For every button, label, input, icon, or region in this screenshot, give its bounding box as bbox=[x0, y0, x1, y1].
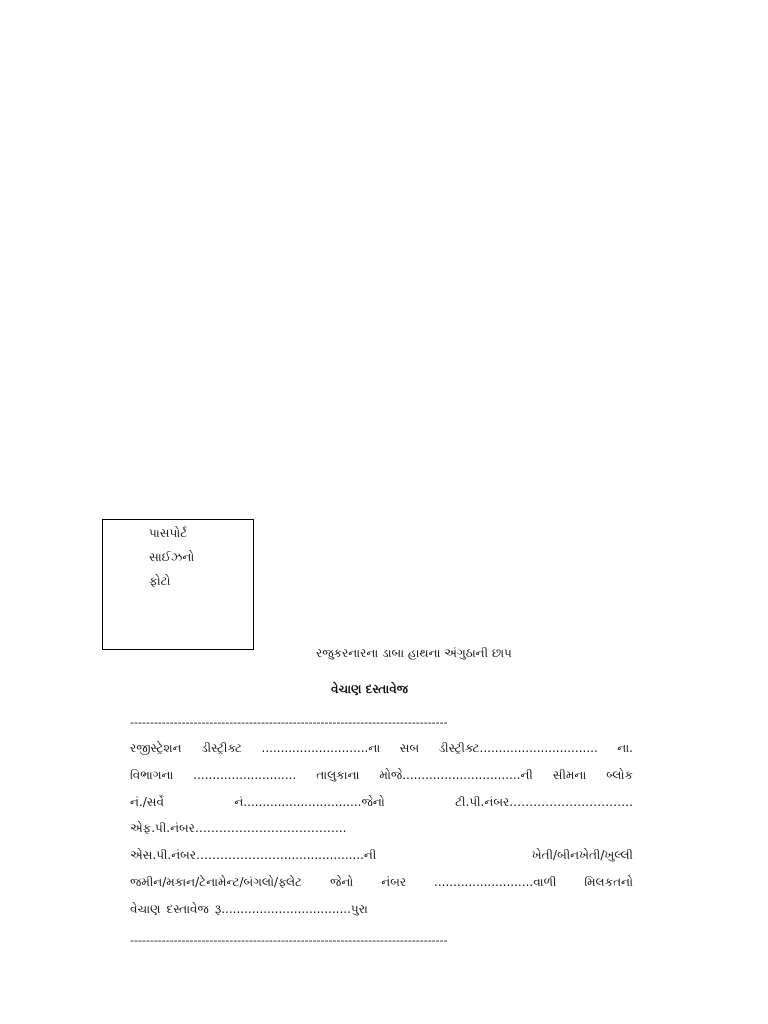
text-segment: મિલકતનો bbox=[584, 874, 633, 889]
separator-line-bottom: -------------------------------------------------------------------------------- bbox=[130, 934, 448, 947]
text-segment: જમીન/મકાન/ટેનામેન્ટ/બંગલો/ફ્લેટ bbox=[130, 874, 303, 889]
photo-label-line: પાસપોર્ટ bbox=[149, 526, 188, 540]
text-segment: રજીસ્ટ્રેશન bbox=[130, 741, 182, 755]
text-segment: નંબર bbox=[381, 874, 407, 889]
photo-box-label bbox=[149, 521, 194, 593]
photo-label-line: સાઈઝનો bbox=[149, 550, 195, 564]
paragraph-line bbox=[130, 741, 633, 768]
text-segment: વેચાણ bbox=[130, 901, 161, 916]
text-segment: ના. bbox=[617, 741, 633, 755]
text-segment: સીમના bbox=[552, 767, 587, 782]
text-segment: મોજે...............................ની bbox=[379, 767, 533, 782]
text-segment: ખેતી/બીનખેતી/ખુલ્લી bbox=[531, 848, 633, 863]
paragraph-line bbox=[130, 875, 633, 902]
text-segment: ............................ના bbox=[261, 741, 381, 755]
text-segment: બ્લોક bbox=[606, 767, 633, 782]
text-segment: એફ.પી.નંબર……………………………….. bbox=[130, 821, 347, 836]
text-segment: એસ.પી.નંબર…………………......................ની bbox=[130, 848, 377, 863]
text-segment: સબ bbox=[399, 741, 420, 755]
text-segment: વિભાગના bbox=[130, 767, 174, 782]
text-segment: નં./સર્વે bbox=[130, 794, 164, 809]
text-segment: જેનો bbox=[330, 874, 354, 889]
text-segment: ટી.પી.નંબર…………………………. bbox=[455, 794, 633, 809]
separator-line-top: -------------------------------------------------------------------------------- bbox=[130, 716, 448, 729]
document-title: વેચાણ દસ્તાવેજ bbox=[331, 682, 409, 696]
paragraph-line bbox=[130, 795, 633, 822]
paragraph-line bbox=[130, 902, 633, 929]
paragraph-line bbox=[130, 848, 633, 875]
text-segment: રૂ..................................પુરા bbox=[214, 901, 368, 916]
text-segment: તાલુકાના bbox=[316, 767, 360, 782]
text-segment: દસ્તાવેજ bbox=[166, 901, 209, 916]
text-segment: નં...............................જેનો bbox=[234, 794, 385, 809]
photo-label-line: ફોટો bbox=[149, 574, 171, 588]
paragraph-line bbox=[130, 821, 633, 848]
text-segment: ........................... bbox=[193, 767, 297, 782]
paragraph-line bbox=[130, 768, 633, 795]
text-segment: ડીસ્ટ્રીક્ટ............................... bbox=[438, 741, 598, 755]
text-segment: ..........................વાળી bbox=[434, 874, 557, 889]
document-paragraph bbox=[130, 741, 633, 929]
passport-photo-box bbox=[102, 519, 254, 650]
thumb-impression-caption: રજુકરનારના ડાબા હાથના અંગુઠાની છાપ bbox=[316, 646, 512, 660]
text-segment: ડીસ્ટ્રીક્ટ bbox=[201, 741, 242, 755]
